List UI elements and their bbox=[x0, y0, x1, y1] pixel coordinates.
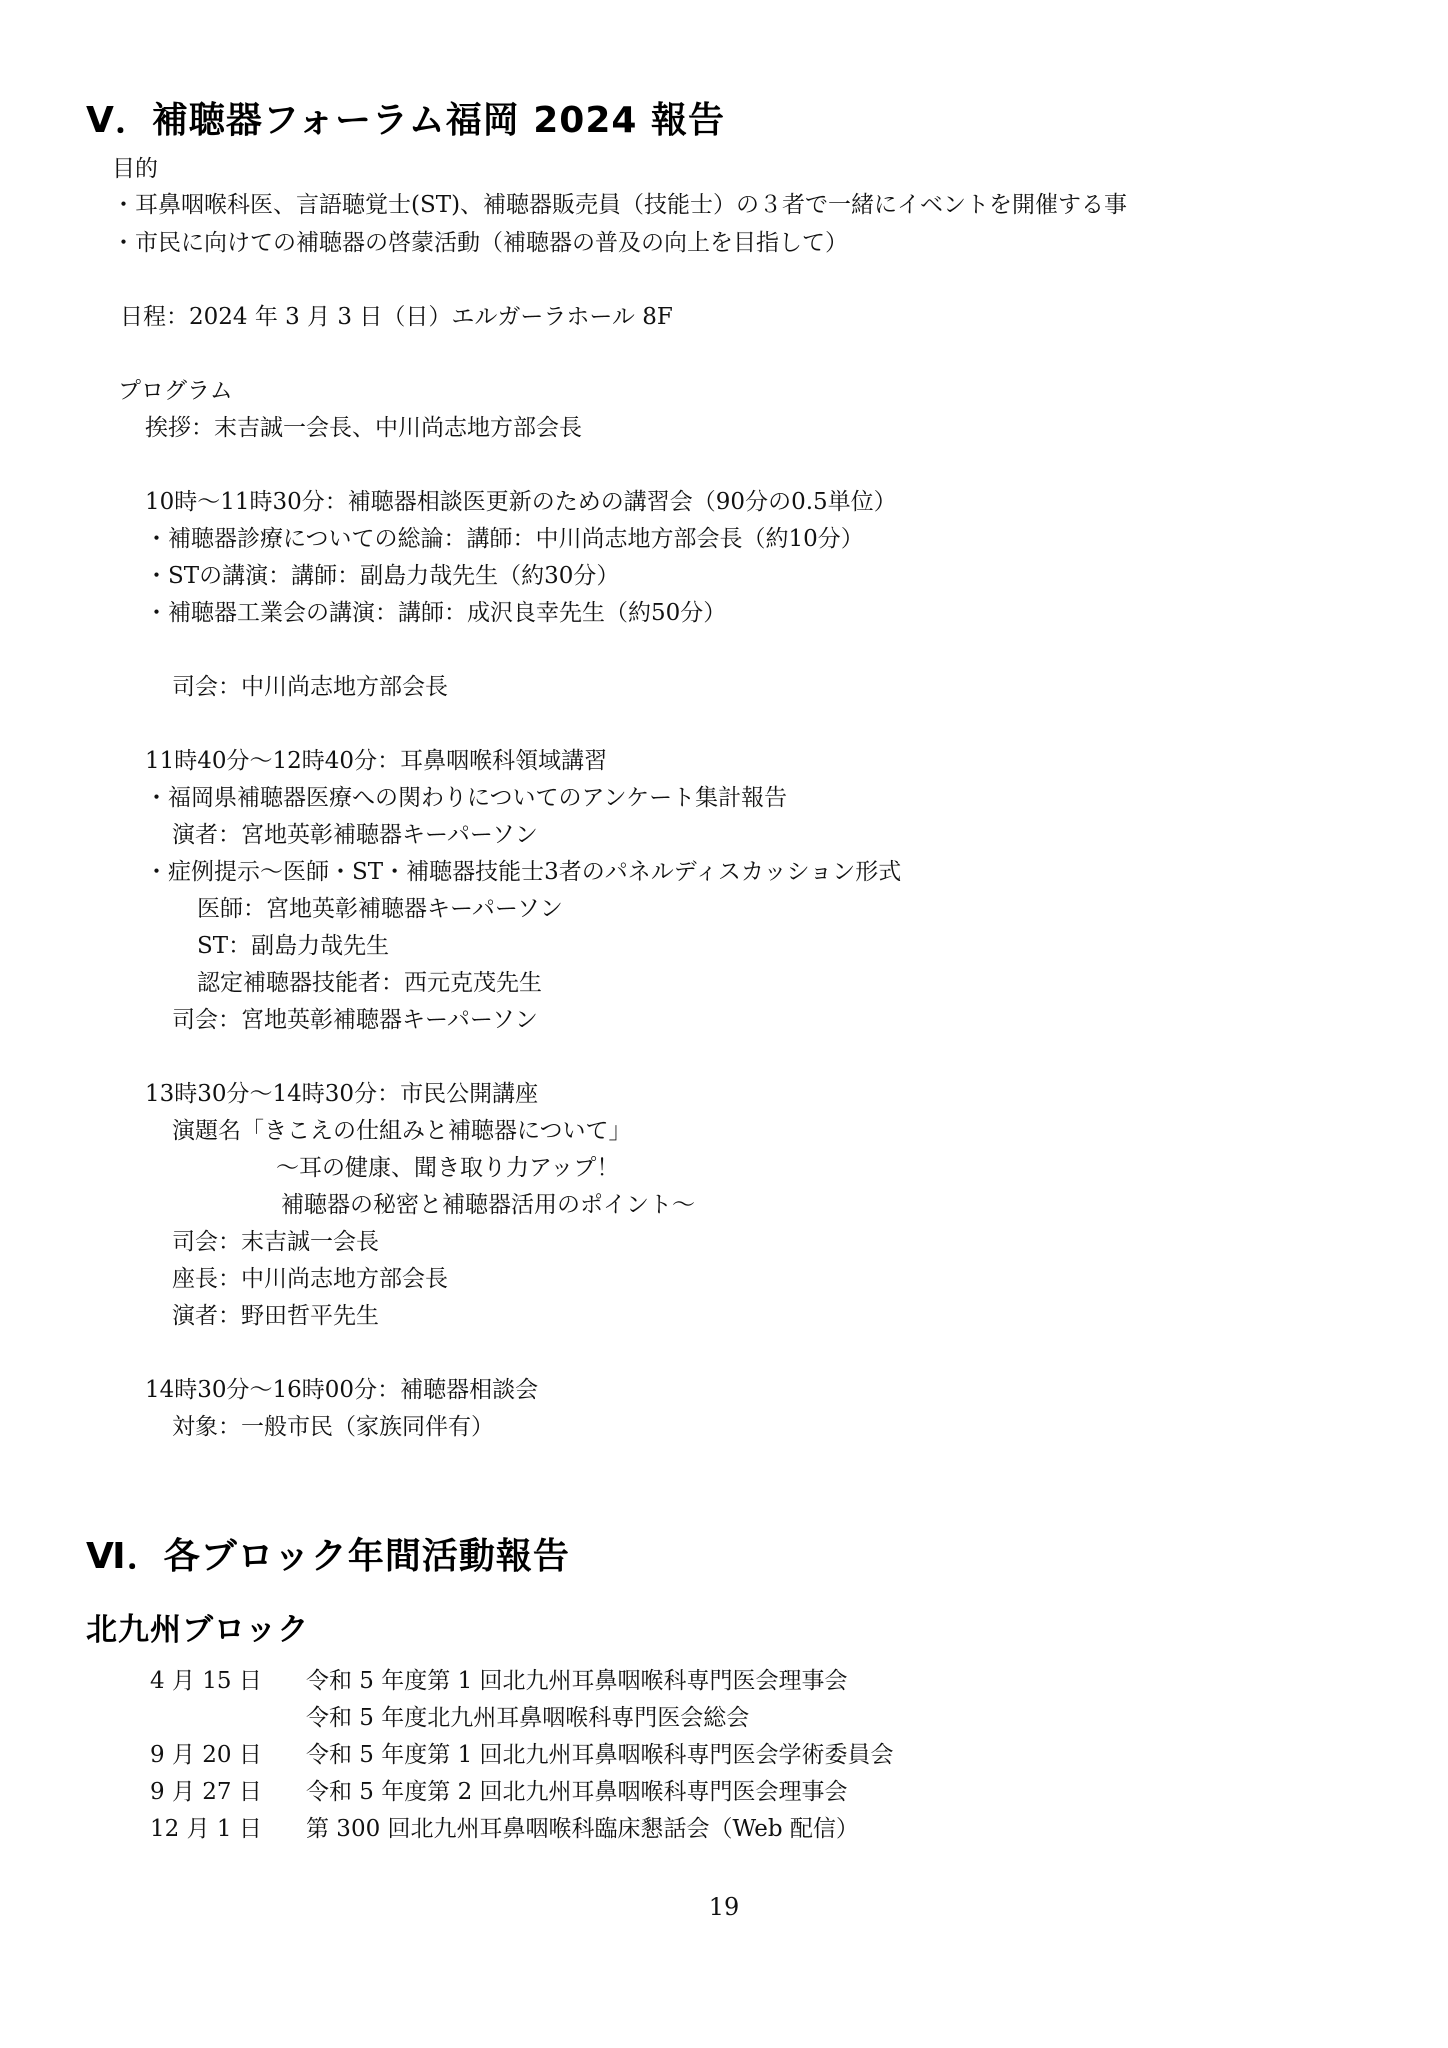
activity-text: 第 300 回北九州耳鼻咽喉科臨床懇話会（Web 配信） bbox=[306, 1816, 859, 1842]
session-3-title-2: ～耳の健康、聞き取り力アップ！ bbox=[276, 1155, 620, 1181]
session-1-item-1: ・補聴器診療についての総論：講師：中川尚志地方部会長（約10分） bbox=[145, 526, 864, 552]
purpose-item-1: ・耳鼻咽喉科医、言語聴覚士(ST)、補聴器販売員（技能士）の３者で一緒にイベントを開催する事 bbox=[112, 192, 1128, 218]
activity-date: 12 月 1 日 bbox=[150, 1816, 262, 1842]
session-2-item-1: ・福岡県補聴器医療への関わりについてのアンケート集計報告 bbox=[145, 785, 788, 811]
session-2-chair: 司会：宮地英彰補聴器キーパーソン bbox=[172, 1007, 538, 1033]
program-label: プログラム bbox=[118, 378, 233, 404]
page-number: 19 bbox=[708, 1893, 740, 1921]
session-3-moderator: 座長：中川尚志地方部会長 bbox=[172, 1266, 448, 1292]
activity-text: 令和 5 年度第 1 回北九州耳鼻咽喉科専門医会理事会 bbox=[306, 1668, 848, 1694]
section-6-title: Ⅵ．各ブロック年間活動報告 bbox=[86, 1536, 570, 1577]
session-3-chair: 司会：末吉誠一会長 bbox=[172, 1229, 379, 1255]
session-1-item-3: ・補聴器工業会の講演：講師：成沢良幸先生（約50分） bbox=[145, 600, 727, 626]
session-3-speaker: 演者：野田哲平先生 bbox=[172, 1303, 379, 1329]
session-1-chair: 司会：中川尚志地方部会長 bbox=[172, 674, 448, 700]
block-title: 北九州ブロック bbox=[86, 1612, 310, 1648]
purpose-label: 目的 bbox=[112, 156, 158, 182]
section-5-title: Ⅴ．補聴器フォーラム福岡 2024 報告 bbox=[86, 100, 725, 141]
purpose-item-2: ・市民に向けての補聴器の啓蒙活動（補聴器の普及の向上を目指して） bbox=[112, 230, 848, 256]
session-3-title-3: 補聴器の秘密と補聴器活用のポイント～ bbox=[281, 1192, 695, 1218]
session-2-item-1-speaker: 演者：宮地英彰補聴器キーパーソン bbox=[172, 822, 538, 848]
session-2-technician: 認定補聴器技能者：西元克茂先生 bbox=[197, 970, 542, 996]
activity-text: 令和 5 年度第 1 回北九州耳鼻咽喉科専門医会学術委員会 bbox=[306, 1742, 894, 1768]
session-2-item-2: ・症例提示～医師・ST・補聴器技能士3者のパネルディスカッション形式 bbox=[145, 859, 902, 885]
schedule-line: 日程：2024 年 3 月 3 日（日）エルガーラホール 8F bbox=[120, 304, 673, 330]
activity-date: 4 月 15 日 bbox=[150, 1668, 262, 1694]
activity-text: 令和 5 年度第 2 回北九州耳鼻咽喉科専門医会理事会 bbox=[306, 1779, 848, 1805]
session-2-st: ST：副島力哉先生 bbox=[197, 933, 390, 959]
activity-date: 9 月 27 日 bbox=[150, 1779, 262, 1805]
session-3-title-1: 演題名「きこえの仕組みと補聴器について」 bbox=[172, 1118, 632, 1144]
session-4-target: 対象：一般市民（家族同伴有） bbox=[172, 1414, 494, 1440]
activity-date: 9 月 20 日 bbox=[150, 1742, 262, 1768]
session-3-time: 13時30分～14時30分：市民公開講座 bbox=[145, 1081, 539, 1107]
session-2-time: 11時40分～12時40分：耳鼻咽喉科領域講習 bbox=[145, 748, 608, 774]
session-2-doctor: 医師：宮地英彰補聴器キーパーソン bbox=[197, 896, 563, 922]
session-4-time: 14時30分～16時00分：補聴器相談会 bbox=[145, 1377, 539, 1403]
session-1-item-2: ・STの講演：講師：副島力哉先生（約30分） bbox=[145, 563, 620, 589]
session-1-time: 10時～11時30分：補聴器相談医更新のための講習会（90分の0.5単位） bbox=[145, 489, 897, 515]
greeting-line: 挨拶：末吉誠一会長、中川尚志地方部会長 bbox=[145, 415, 582, 441]
activity-text: 令和 5 年度北九州耳鼻咽喉科専門医会総会 bbox=[306, 1705, 750, 1731]
